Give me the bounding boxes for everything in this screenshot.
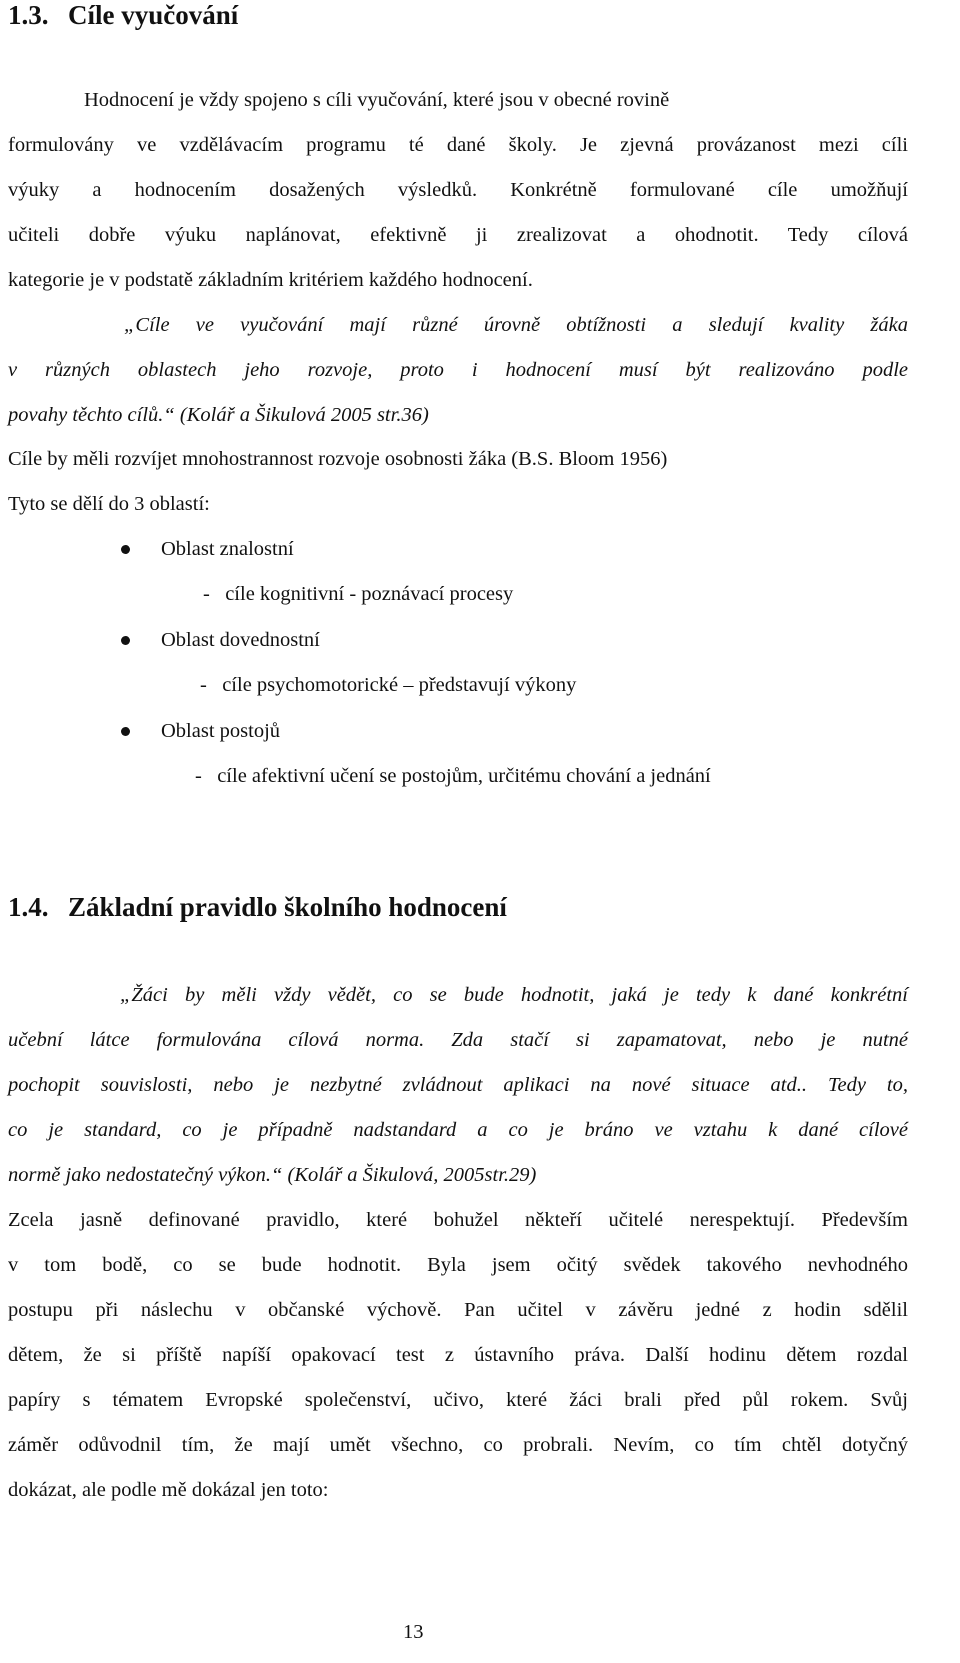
quote1-line: povahy těchto cílů.“ (Kolář a Šikulová 2005 str.36) [8,404,429,426]
quote1-line: „Cíle ve vyučování mají různé úrovně obtížnosti a sledují kvality žáka [124,314,908,336]
area-title: Oblast dovednostní [161,629,320,651]
section-heading-1-3 [8,0,238,31]
para1-line: učiteli dobře výuku naplánovat, efektivně ji zrealizovat a ohodnotit. Tedy cílová [8,224,908,246]
area-title: Oblast postojů [161,720,281,742]
quote2-line: normě jako nedostatečný výkon.“ (Kolář a Šikulová, 2005str.29) [8,1164,537,1186]
bloom-line: Cíle by měli rozvíjet mnohostrannost rozvoje osobnosti žáka (B.S. Bloom 1956) [8,448,668,470]
para2-line: Zcela jasně definované pravidlo, které bohužel někteří učitelé nerespektují. Především [8,1209,908,1231]
section-number: 1.4. [8,892,49,922]
quote2-line: co je standard, co je případně nadstandard a co je bráno ve vztahu k dané cílové [8,1119,908,1141]
areas-intro: Tyto se dělí do 3 oblastí: [8,493,210,515]
quote2-line: „Žáci by měli vždy vědět, co se bude hodnotit, jaká je tedy k dané konkrétní [120,984,908,1006]
bullet-icon [121,636,130,645]
section-title: Základní pravidlo školního hodnocení [68,892,507,922]
area-detail: - cíle kognitivní - poznávací procesy [203,583,514,605]
page-number: 13 [403,1621,424,1643]
quote2-line: pochopit souvislosti, nebo je nezbytné zvládnout aplikaci na nové situace atd.. Tedy to, [8,1074,908,1096]
area-title: Oblast znalostní [161,538,294,560]
bullet-icon [121,727,130,736]
para2-line: postupu při náslechu v občanské výchově. Pan učitel v závěru jedné z hodin sdělil [8,1299,908,1321]
section-heading-1-4 [8,892,507,923]
area-detail: - cíle psychomotorické – představují výkony [200,674,577,696]
para1-line: Hodnocení je vždy spojeno s cíli vyučování, které jsou v obecné rovině [84,89,670,111]
section-title: Cíle vyučování [68,0,239,30]
para2-line: papíry s tématem Evropské společenství, učivo, které žáci brali před půl rokem. Svůj [8,1389,908,1411]
para1-line: výuky a hodnocením dosažených výsledků. Konkrétně formulované cíle umožňují [8,179,908,201]
para2-line: dětem, že si příště napíší opakovací test z ústavního práva. Další hodinu dětem rozdal [8,1344,908,1366]
area-detail: - cíle afektivní učení se postojům, určitému chování a jednání [195,765,711,787]
para1-line: kategorie je v podstatě základním kritériem každého hodnocení. [8,269,533,291]
section-number: 1.3. [8,0,49,30]
para2-line: v tom bodě, co se bude hodnotit. Byla jsem očitý svědek takového nevhodného [8,1254,908,1276]
bullet-icon [121,545,130,554]
para2-line: dokázat, ale podle mě dokázal jen toto: [8,1479,329,1501]
para1-line: formulovány ve vzdělávacím programu té dané školy. Je zjevná provázanost mezi cíli [8,134,908,156]
quote2-line: učební látce formulována cílová norma. Zda stačí si zapamatovat, nebo je nutné [8,1029,908,1051]
para2-line: záměr odůvodnil tím, že mají umět všechno, co probrali. Nevím, co tím chtěl dotyčný [8,1434,908,1456]
quote1-line: v různých oblastech jeho rozvoje, proto i hodnocení musí být realizováno podle [8,359,908,381]
